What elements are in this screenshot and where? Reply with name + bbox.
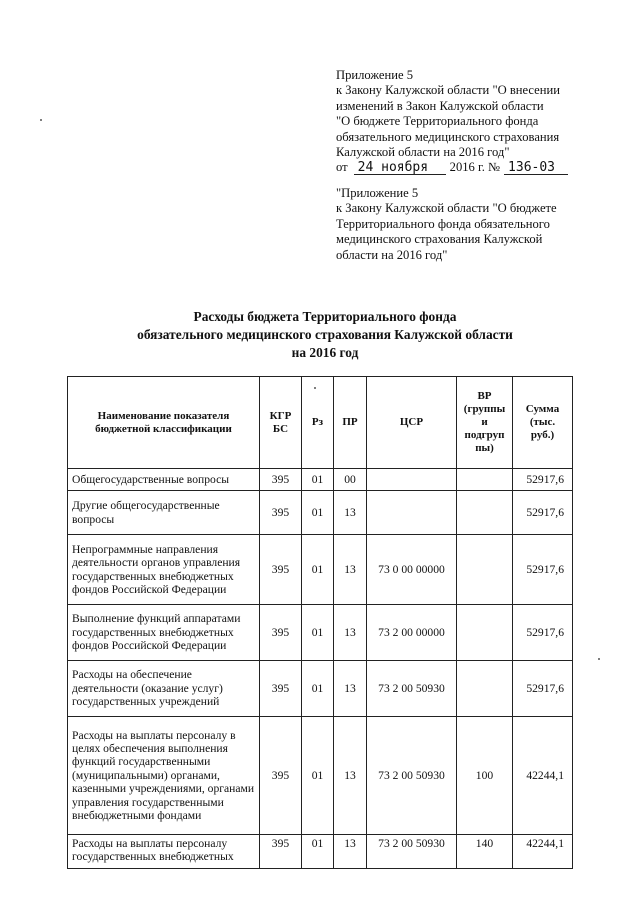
annex-line: изменений в Закон Калужской области [336,98,544,113]
cell-sum: 42244,1 [513,717,573,835]
cell-sum: 52917,6 [513,535,573,605]
cell-kgrbs: 395 [260,717,302,835]
header-kgrbs: КГР БС [260,377,302,469]
document-title [90,308,560,362]
table-row [68,835,573,869]
cell-kgrbs: 395 [260,835,302,869]
cell-pr: 13 [334,835,367,869]
header-pr: ПР [334,377,367,469]
table-row [68,469,573,491]
cell-pr: 13 [334,717,367,835]
handwritten-date: 24 ноября [354,161,446,175]
cell-vr [457,535,513,605]
cell-kgrbs: 395 [260,535,302,605]
annex-line: Калужской области на 2016 год" [336,145,510,160]
title-line: на 2016 год [291,345,359,360]
cell-vr [457,491,513,535]
cell-sum: 52917,6 [513,491,573,535]
cell-vr: 140 [457,835,513,869]
annex-line: области на 2016 год" [336,247,448,262]
table-row [68,717,573,835]
table-header-row [68,377,573,469]
cell-csr: 73 2 00 50930 [367,717,457,835]
cell-pr: 13 [334,491,367,535]
annex-line: "Приложение 5 [336,186,419,200]
annex-line: к Закону Калужской области "О бюджете [336,201,557,216]
cell-pr: 13 [334,661,367,717]
cell-rz: 01 [302,605,334,661]
cell-kgrbs: 395 [260,491,302,535]
cell-rz: 01 [302,469,334,491]
annex-line: медицинского страхования Калужской [336,232,543,247]
year-label: 2016 г. № [449,160,501,175]
law-date-number-line [336,160,626,175]
cell-name: Расходы на обеспечение деятельности (оказание услуг) государственных учреждений [68,661,260,717]
cell-pr: 00 [334,469,367,491]
cell-rz: 01 [302,661,334,717]
cell-name: Выполнение функций аппаратами государственных внебюджетных фондов Российской Федерации [68,605,260,661]
from-label: от [336,160,348,175]
scan-speck [598,658,600,660]
cell-kgrbs: 395 [260,605,302,661]
annex-header-original [336,186,626,263]
annex-line: к Закону Калужской области "О внесении [336,83,560,98]
scan-speck [40,119,42,121]
annex-header-current [336,68,626,176]
cell-pr: 13 [334,605,367,661]
cell-sum: 52917,6 [513,605,573,661]
cell-csr: 73 2 00 00000 [367,605,457,661]
cell-kgrbs: 395 [260,469,302,491]
budget-expenditure-table [67,376,573,869]
cell-rz: 01 [302,717,334,835]
annex-line: Приложение 5 [336,68,414,82]
title-line: Расходы бюджета Территориального фонда [193,309,457,324]
annex-line: Территориального фонда обязательного [336,216,550,231]
header-sum: Сумма (тыс. руб.) [513,377,573,469]
header-csr: ЦСР [367,377,457,469]
cell-pr: 13 [334,535,367,605]
cell-sum: 52917,6 [513,661,573,717]
cell-name: Непрограммные направления деятельности органов управления государственных внебюджетных фондов Российской Федерации [68,535,260,605]
cell-kgrbs: 395 [260,661,302,717]
cell-sum: 52917,6 [513,469,573,491]
cell-name: Общегосударственные вопросы [68,469,260,491]
cell-rz: 01 [302,491,334,535]
cell-vr [457,605,513,661]
cell-name: Расходы на выплаты персоналу государственных внебюджетных [68,835,260,869]
cell-name: Другие общегосударственные вопросы [68,491,260,535]
cell-csr: 73 0 00 00000 [367,535,457,605]
cell-vr: 100 [457,717,513,835]
cell-csr [367,469,457,491]
annex-line: обязательного медицинского страхования [336,129,560,144]
cell-csr: 73 2 00 50930 [367,835,457,869]
cell-name: Расходы на выплаты персоналу в целях обеспечения выполнения функций государственными (муниципальными) органами, казенными учреждениями, органами управления государственными внебюджетными фондами [68,717,260,835]
cell-rz: 01 [302,835,334,869]
cell-vr [457,661,513,717]
table-row [68,491,573,535]
table-row [68,535,573,605]
handwritten-law-number: 136-03 [504,161,568,175]
annex-line: "О бюджете Территориального фонда [336,114,539,129]
title-line: обязательного медицинского страхования Калужской области [137,327,513,342]
cell-csr: 73 2 00 50930 [367,661,457,717]
header-rz: Рз [302,377,334,469]
cell-sum: 42244,1 [513,835,573,869]
header-name: Наименование показателя бюджетной классификации [68,377,260,469]
cell-csr [367,491,457,535]
header-vr: ВР (группы и подгруп пы) [457,377,513,469]
cell-vr [457,469,513,491]
table-row [68,605,573,661]
cell-rz: 01 [302,535,334,605]
table-row [68,661,573,717]
